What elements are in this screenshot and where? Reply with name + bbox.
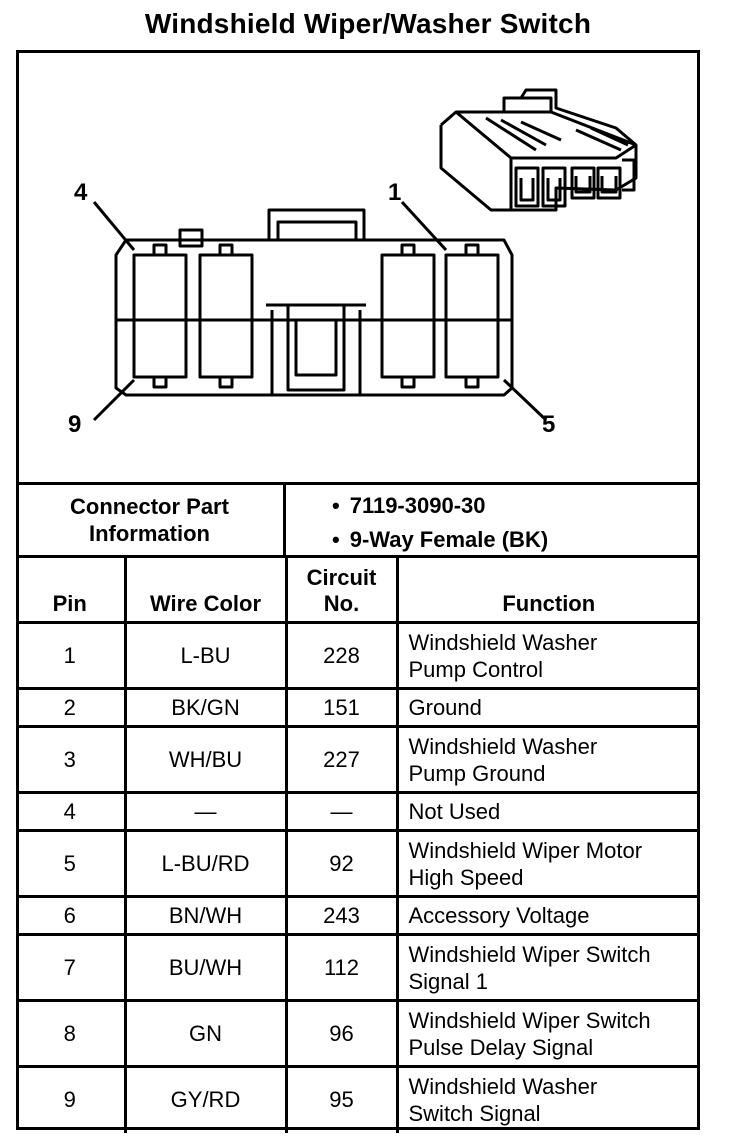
connector-3d-view — [441, 90, 636, 210]
header-circuit-line2: No. — [323, 591, 360, 616]
pin-cell: 2 — [16, 689, 125, 727]
circuit-cell: 228 — [286, 623, 397, 689]
pin-cell: 9 — [16, 1067, 125, 1133]
connector-info-label-text: Connector Part Information — [70, 494, 229, 546]
wire-color-cell: GY/RD — [125, 1067, 286, 1133]
pin-cell: 1 — [16, 623, 125, 689]
circuit-cell: 151 — [286, 689, 397, 727]
table-row — [16, 623, 700, 689]
connector-type: • 9-Way Female (BK) — [332, 523, 700, 557]
function-cell: Windshield Washer Pump Ground — [397, 727, 700, 793]
wire-color-cell: GN — [125, 1001, 286, 1067]
connector-info — [16, 482, 700, 558]
wire-color-cell: BN/WH — [125, 897, 286, 935]
pin-cell: 4 — [16, 793, 125, 831]
wire-color-cell: BK/GN — [125, 689, 286, 727]
pin-cell: 7 — [16, 935, 125, 1001]
pin-table — [16, 558, 700, 1133]
function-cell: Ground — [397, 689, 700, 727]
pin-cell: 3 — [16, 727, 125, 793]
pin-cell: 6 — [16, 897, 125, 935]
function-cell: Windshield Wiper Motor High Speed — [397, 831, 700, 897]
header-circuit-line1: Circuit — [306, 565, 377, 590]
circuit-cell: 112 — [286, 935, 397, 1001]
connector-diagram — [16, 50, 700, 482]
pin-label-4: 4 — [74, 179, 88, 206]
circuit-cell: 243 — [286, 897, 397, 935]
circuit-cell: 95 — [286, 1067, 397, 1133]
page-title: Windshield Wiper/Washer Switch — [144, 8, 592, 39]
table-row — [16, 897, 700, 935]
circuit-cell: — — [286, 793, 397, 831]
circuit-cell: 227 — [286, 727, 397, 793]
pin-cell: 8 — [16, 1001, 125, 1067]
wire-color-cell: WH/BU — [125, 727, 286, 793]
function-cell: Not Used — [397, 793, 700, 831]
circuit-cell: 96 — [286, 1001, 397, 1067]
table-row — [16, 727, 700, 793]
connector-drawing — [16, 50, 700, 482]
wire-color-cell: — — [125, 793, 286, 831]
function-cell: Windshield Wiper Switch Pulse Delay Signal — [397, 1001, 700, 1067]
function-cell: Windshield Wiper Switch Signal 1 — [397, 935, 700, 1001]
function-cell: Windshield Washer Switch Signal — [397, 1067, 700, 1133]
pin-cell: 5 — [16, 831, 125, 897]
pin-label-5: 5 — [542, 411, 556, 438]
table-row — [16, 689, 700, 727]
part-number: • 7119-3090-30 — [332, 489, 700, 523]
wire-color-cell: BU/WH — [125, 935, 286, 1001]
function-cell: Windshield Washer Pump Control — [397, 623, 700, 689]
wire-color-cell: L-BU/RD — [125, 831, 286, 897]
header-wire-color: Wire Color — [125, 558, 286, 623]
header-pin: Pin — [16, 558, 125, 623]
pin-label-9: 9 — [68, 411, 82, 438]
connector-info-label — [16, 485, 286, 555]
function-cell: Accessory Voltage — [397, 897, 700, 935]
pin-label-1: 1 — [388, 179, 402, 206]
connector-face-view — [94, 202, 546, 420]
pin-rows — [16, 623, 700, 1133]
header-circuit — [286, 558, 397, 623]
table-row — [16, 831, 700, 897]
header-function: Function — [397, 558, 700, 623]
connector-info-items — [286, 489, 700, 557]
table-row — [16, 793, 700, 831]
table-row — [16, 935, 700, 1001]
table-row — [16, 1067, 700, 1133]
table-header-row — [16, 558, 700, 623]
circuit-cell: 92 — [286, 831, 397, 897]
wire-color-cell: L-BU — [125, 623, 286, 689]
table-row — [16, 1001, 700, 1067]
